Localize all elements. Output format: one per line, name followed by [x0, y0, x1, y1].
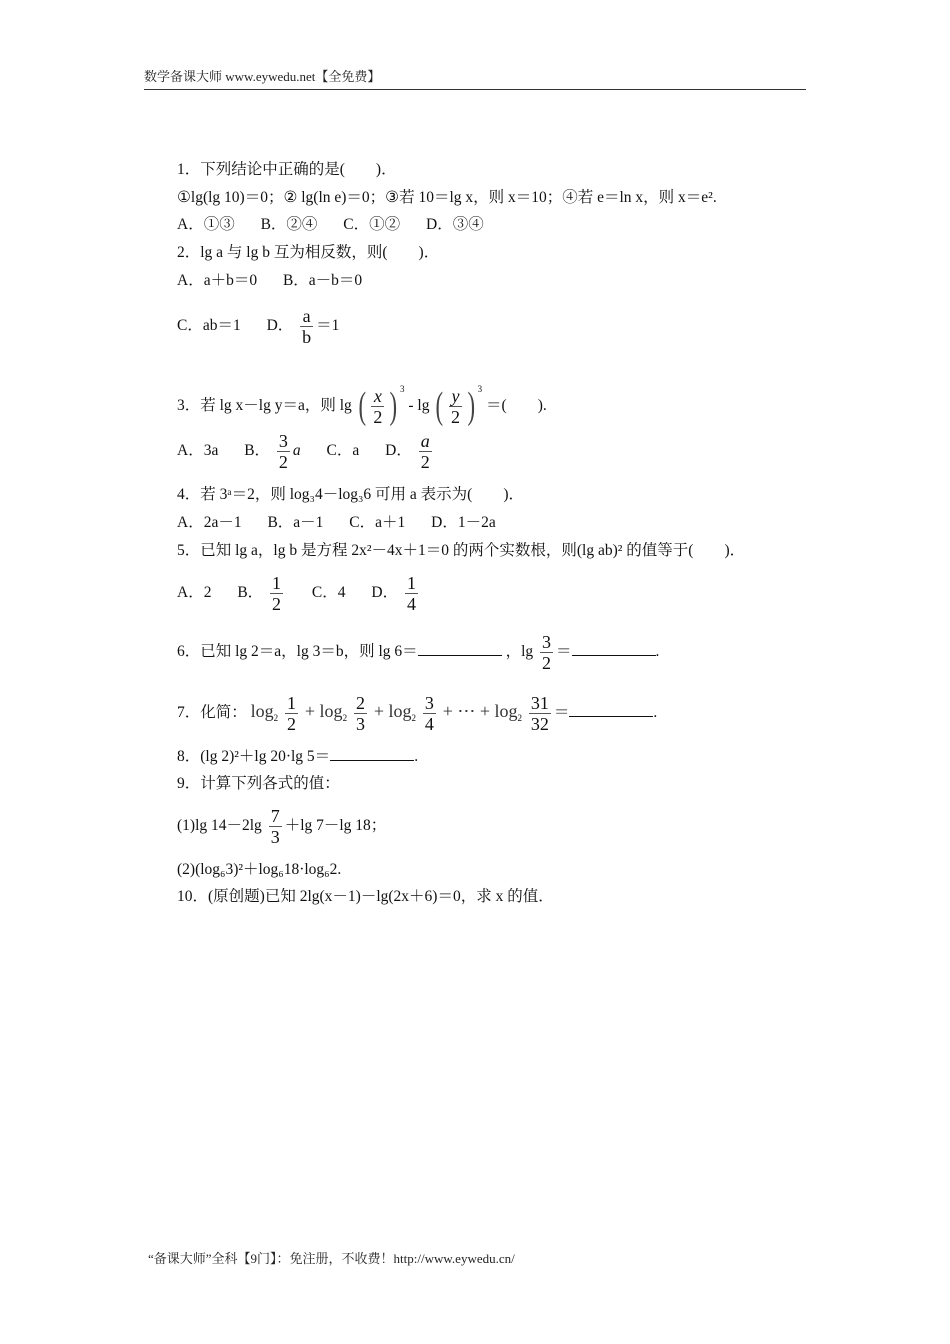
q3-option-b-tail: a — [292, 442, 301, 459]
q7-term-2-base: 2 — [342, 713, 348, 724]
q6-mid: ，lg — [505, 643, 534, 660]
question-6-stem — [177, 629, 659, 675]
q3-exponent-1: 3 — [400, 384, 405, 394]
q3-tail: ＝( ). — [486, 397, 547, 414]
q1-option-b: B．②④ — [260, 216, 318, 233]
question-1-stem: 1．下列结论中正确的是( )． — [177, 161, 397, 178]
fraction-numerator: 3 — [278, 430, 288, 451]
fraction-numerator: 2 — [355, 692, 365, 713]
question-5-options — [177, 570, 421, 616]
question-8-stem — [177, 746, 418, 767]
q5-option-c: C．4 — [311, 584, 346, 601]
q5-option-a: A．2 — [177, 584, 212, 601]
fraction-denominator: b — [302, 326, 312, 347]
q7-term-4-fraction — [529, 693, 551, 734]
fraction-denominator: 4 — [406, 593, 416, 614]
question-4-options — [177, 513, 496, 533]
q3-fraction-2 — [449, 386, 462, 427]
q5-option-d-label: D． — [371, 584, 399, 601]
question-1-options — [177, 215, 484, 235]
q3-option-d-fraction — [419, 431, 432, 472]
question-10-stem: 10．(原创题)已知 2lg(x－1)－lg(2x＋6)＝0，求 x 的值． — [177, 888, 554, 905]
fraction-numerator: a — [420, 430, 430, 451]
q6-fraction — [540, 632, 553, 673]
fraction-numerator: y — [449, 386, 462, 407]
q9-p1-fraction — [269, 806, 282, 847]
question-9-part-1 — [177, 803, 386, 849]
q4-option-b: B．a－1 — [267, 514, 324, 531]
question-3-stem — [177, 366, 547, 429]
fraction-denominator: 2 — [420, 451, 430, 472]
fraction-denominator: 2 — [278, 451, 288, 472]
q2-option-d-tail: ＝1 — [316, 317, 340, 334]
q7-end: . — [653, 704, 658, 721]
q7-term-4-log: + ⋯ + log — [442, 701, 518, 721]
q9-p1-prefix: (1)lg 14－2lg — [177, 817, 262, 834]
fraction-numerator: a — [300, 306, 313, 327]
page-header: 数学备课大师 www.eywedu.net【全免费】 — [144, 66, 806, 90]
q3-prefix: 3．若 lg x－lg y＝a，则 lg — [177, 397, 352, 414]
fraction-denominator: 3 — [270, 826, 280, 847]
fraction-denominator: 2 — [542, 652, 551, 673]
q6-equals: ＝ — [556, 643, 572, 660]
right-paren-icon: ) — [467, 385, 476, 428]
fraction-numerator: 31 — [530, 692, 549, 713]
q2-option-d-fraction — [300, 306, 313, 347]
fraction-numerator: 1 — [272, 572, 282, 593]
q1-option-d: D．③④ — [426, 216, 484, 233]
fraction-denominator: 32 — [530, 713, 549, 734]
fraction-numerator: 3 — [424, 692, 434, 713]
q3-option-a: A．3a — [177, 442, 219, 459]
q7-term-1-base: 2 — [273, 713, 279, 724]
question-9-part-2: (2)(log₆3)²＋log₆18·log₆2. — [177, 861, 342, 878]
q5-option-b-label: B． — [237, 584, 264, 601]
q2-option-b: B．a－b＝0 — [282, 272, 363, 289]
q5-option-d-fraction — [405, 573, 418, 614]
q7-term-2-log: + log — [304, 701, 343, 721]
q8-end: . — [414, 748, 419, 765]
fraction-denominator: 2 — [373, 406, 383, 427]
question-9-stem: 9．计算下列各式的值： — [177, 775, 340, 792]
q6-end: . — [655, 643, 660, 660]
question-4-stem: 4．若 3ᵃ＝2，则 log₃4－log₃6 可用 a 表示为( )． — [177, 486, 524, 503]
q3-exponent-2: 3 — [477, 384, 483, 394]
q4-option-a: A．2a－1 — [177, 514, 242, 531]
fraction-denominator: 2 — [272, 593, 282, 614]
q8-text: 8．(lg 2)²＋lg 20·lg 5＝ — [177, 748, 331, 765]
question-1-statements: ①lg(lg 10)＝0；② lg(ln e)＝0；③若 10＝lg x，则 x＝10；④若 e＝ln x，则 x＝e². — [177, 189, 717, 206]
q3-option-b-label: B． — [244, 442, 271, 459]
q5-option-b-fraction — [270, 573, 283, 614]
right-paren-icon: ) — [389, 385, 398, 428]
fraction-numerator: 1 — [406, 572, 416, 593]
q2-option-c: C．ab＝1 — [177, 317, 241, 334]
fraction-denominator: 3 — [355, 713, 365, 734]
q7-term-3-base: 2 — [411, 713, 416, 724]
question-2-options-ab — [177, 271, 362, 291]
q2-option-d-label: D． — [266, 317, 294, 334]
fraction-numerator: 1 — [287, 692, 297, 713]
q9-p1-tail: ＋lg 7－lg 18； — [284, 817, 387, 834]
question-2-stem: 2．lg a 与 lg b 互为相反数，则( )． — [177, 244, 440, 261]
question-3-options — [177, 428, 435, 474]
fraction-numerator: x — [371, 386, 384, 407]
q3-fraction-1 — [371, 386, 384, 427]
q7-term-1-log: log — [250, 701, 274, 721]
answer-blank[interactable] — [572, 641, 656, 656]
question-5-stem: 5．已知 lg a，lg b 是方程 2x²－4x＋1＝0 的两个实数根，则(lg ab)² 的值等于( )． — [177, 542, 746, 559]
question-2-options-cd — [177, 304, 339, 348]
q7-term-2-fraction — [354, 693, 367, 734]
q3-option-d-label: D． — [385, 442, 412, 459]
q4-option-c: C．a＋1 — [349, 514, 406, 531]
q7-prefix: 7．化简： — [177, 704, 247, 721]
q7-term-1-fraction — [285, 693, 298, 734]
q1-option-c: C．①② — [343, 216, 401, 233]
fraction-denominator: 2 — [287, 713, 297, 734]
left-paren-icon: ( — [358, 385, 366, 428]
fraction-numerator: 7 — [270, 805, 280, 826]
q7-term-4-base: 2 — [517, 713, 523, 724]
q3-option-c: C．a — [326, 442, 360, 459]
q7-term-3-log: + log — [373, 701, 412, 721]
q6-prefix: 6．已知 lg 2＝a，lg 3＝b，则 lg 6＝ — [177, 643, 418, 660]
answer-blank[interactable] — [569, 702, 653, 717]
q7-term-3-fraction — [423, 693, 436, 734]
q2-option-a: A．a＋b＝0 — [177, 272, 258, 289]
fraction-denominator: 4 — [424, 713, 434, 734]
fraction-denominator: 2 — [451, 406, 460, 427]
answer-blank[interactable] — [330, 746, 414, 761]
left-paren-icon: ( — [435, 385, 444, 428]
q3-minus: - lg — [408, 397, 430, 414]
q4-option-d: D．1－2a — [431, 514, 496, 531]
question-7-stem — [177, 687, 657, 742]
fraction-numerator: 3 — [542, 631, 551, 652]
page-footer: “备课大师”全科【9门】：免注册，不收费！http://www.eywedu.cn/ — [148, 1251, 515, 1266]
q7-equals: ＝ — [553, 704, 570, 721]
q3-option-b-fraction — [277, 431, 290, 472]
answer-blank[interactable] — [418, 641, 502, 656]
q1-option-a: A．①③ — [177, 216, 235, 233]
